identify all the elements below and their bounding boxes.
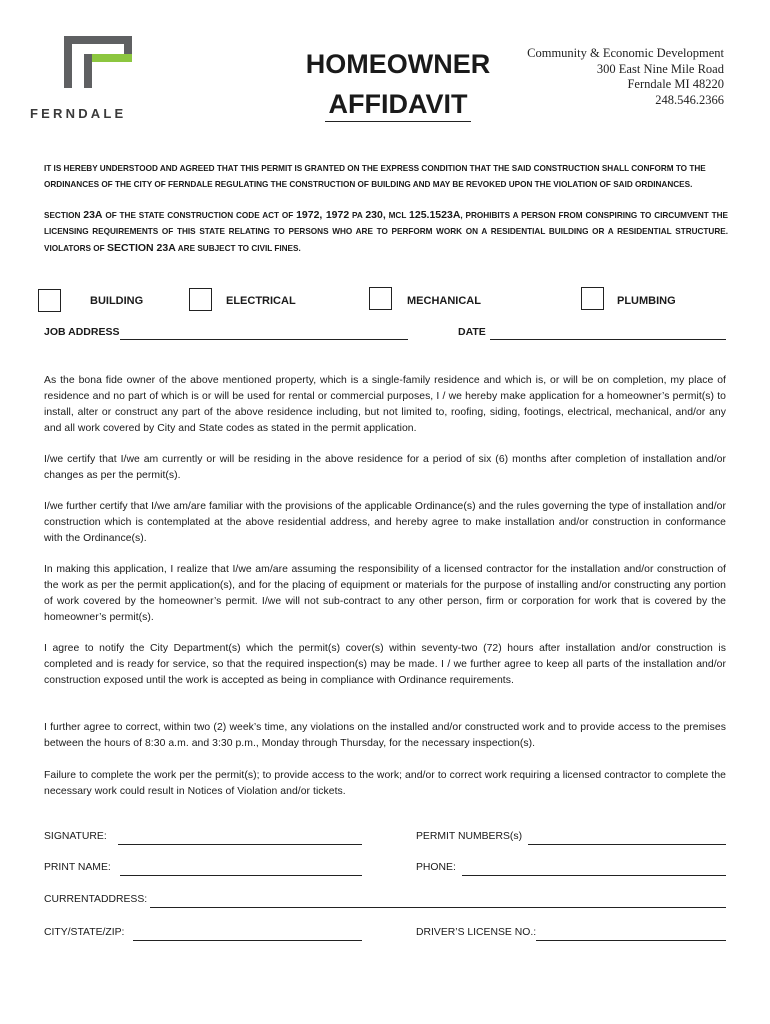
- notice-text: , PROHIBITS A PERSON FROM CONSPIRING TO CIRCUMVENT THE LICENSING REQUIREMENTS OF THIS STATE RELATING TO PERSONS WHO ARE TO PERFORM WORK ON A RESIDENTIAL BUILDING OR A RESIDENTIAL STRUCTURE. VIOLATORS OF: [44, 211, 728, 253]
- residency-paragraph: I/we certify that I/we am currently or will be residing in the above residence for a period of six (6) months after completion of installation and/or changes as per the permit(s).: [44, 454, 726, 481]
- notice-text: ARE SUBJECT TO CIVIL FINES.: [175, 244, 301, 253]
- inspection-paragraph: I agree to notify the City Department(s) which the permit(s) cover(s) within seventy-two (72) hours after installation and/or construction is completed and is ready for service, so that the required inspection(s) may be made. I / we further agree to keep all parts of the installation and/or construction exposed until the work is accepted as being in compliance with Ordinance requirements.: [44, 643, 726, 686]
- permit-numbers-label: PERMIT NUMBERS(s): [416, 831, 523, 842]
- job-address-label: JOB ADDRESS: [44, 326, 120, 338]
- ferndale-logo: [30, 36, 170, 122]
- licensing-notice: [44, 207, 728, 257]
- title-line-1: HOMEOWNER: [305, 49, 491, 79]
- current-address-label: CURRENTADDRESS:: [44, 894, 148, 905]
- document-title: [296, 44, 500, 124]
- department-address: [527, 46, 724, 108]
- plumbing-label: PLUMBING: [617, 295, 676, 307]
- drivers-license-field[interactable]: [536, 940, 726, 941]
- city-state-zip-field[interactable]: [133, 940, 362, 941]
- building-checkbox[interactable]: [38, 289, 61, 312]
- ownership-paragraph: As the bona fide owner of the above mentioned property, which is a single-family residence and which is, or will be on completion, my place of residence and no part of which is or will be used for rental or commercial purposes, I / we hereby make application for a homeowner’s permit(s) to install, alter or construct any part of the above residence including, but not limited to, roofing, siding, footings, electrical, mechanical, and/or any and all work covered by City and State codes as stated in the permit application.: [44, 375, 726, 434]
- correction-paragraph: I further agree to correct, within two (2) week’s time, any violations on the installed and/or constructed work and to provide access to the premises between the hours of 8:30 a.m. and 3:30 p.m., Monday through Thursday, for the necessary inspection(s).: [44, 722, 726, 749]
- notice-section-number: 23A: [83, 209, 103, 221]
- electrical-label: ELECTRICAL: [226, 295, 296, 307]
- notice-mcl-number: 125.1523A: [409, 209, 461, 221]
- permit-numbers-field[interactable]: [528, 844, 726, 845]
- ferndale-f-mark-icon: [64, 36, 174, 100]
- failure-paragraph: Failure to complete the work per the permit(s); to provide access to the work; and/or to correct work requiring a licensed contractor to complete the necessary work could result in Notices of Violation and/or tickets.: [44, 770, 726, 797]
- print-name-label: PRINT NAME:: [44, 862, 111, 873]
- notice-text: OF THE STATE CONSTRUCTION CODE ACT OF: [102, 211, 297, 220]
- notice-text: MCL: [385, 211, 410, 220]
- notice-section-ref: SECTION 23A: [106, 242, 176, 254]
- title-line-2: AFFIDAVIT: [325, 87, 472, 122]
- phone-field[interactable]: [462, 875, 726, 876]
- mechanical-checkbox[interactable]: [369, 287, 392, 310]
- job-address-field[interactable]: [120, 339, 408, 340]
- notice-year: 1972, 1972: [296, 209, 350, 221]
- signature-field[interactable]: [118, 844, 362, 845]
- signature-label: SIGNATURE:: [44, 831, 107, 842]
- city-state-zip-label: CITY/STATE/ZIP:: [44, 927, 125, 938]
- date-field[interactable]: [490, 339, 726, 340]
- address-line: Ferndale MI 48220: [627, 77, 724, 91]
- familiarity-paragraph: I/we further certify that I/we am/are familiar with the provisions of the applicable Ordinance(s) and the rules governing the type of installation and/or construction which is contemplated at the above residential address, and hereby agree to make installation and/or construction in conformance with the Ordinance(s).: [44, 501, 726, 544]
- drivers-license-label: DRIVER’S LICENSE NO.:: [416, 927, 537, 938]
- address-line: 248.546.2366: [655, 92, 724, 107]
- notice-text: PA: [349, 211, 366, 220]
- logo-wordmark: FERNDALE: [30, 106, 127, 121]
- date-label: DATE: [458, 326, 486, 338]
- mechanical-label: MECHANICAL: [407, 295, 481, 307]
- responsibility-paragraph: In making this application, I realize that I/we am/are assuming the responsibility of a licensed contractor for the installation and/or construction of the work as per the permit application(s), and for the placing of equipment or materials for the purpose of installing and/or constructing any portion of work covered by the homeowner’s permit. I/we will not sub-contract to any other person, firm or corporation for work that is covered by the homeowner’s permit(s).: [44, 564, 726, 623]
- address-line: Community & Economic Development: [527, 46, 724, 60]
- notice-text: SECTION: [44, 211, 84, 220]
- notice-pa-number: 230,: [365, 209, 386, 221]
- address-line: 300 East Nine Mile Road: [596, 61, 724, 76]
- electrical-checkbox[interactable]: [189, 288, 212, 311]
- building-label: BUILDING: [90, 295, 144, 307]
- plumbing-checkbox[interactable]: [581, 287, 604, 310]
- current-address-field[interactable]: [150, 907, 726, 908]
- print-name-field[interactable]: [120, 875, 362, 876]
- phone-label: PHONE:: [416, 862, 456, 873]
- permit-condition-notice: IT IS HEREBY UNDERSTOOD AND AGREED THAT THIS PERMIT IS GRANTED ON THE EXPRESS CONDITION THAT THE SAID CONSTRUCTION SHALL CONFORM TO THE ORDINANCES OF THE CITY OF FERNDALE REGULATING THE CONSTRUCTION OF BUILDING AND MAY BE REVOKED UPON THE VIOLATION OF SAID ORDINANCES.: [44, 164, 706, 189]
